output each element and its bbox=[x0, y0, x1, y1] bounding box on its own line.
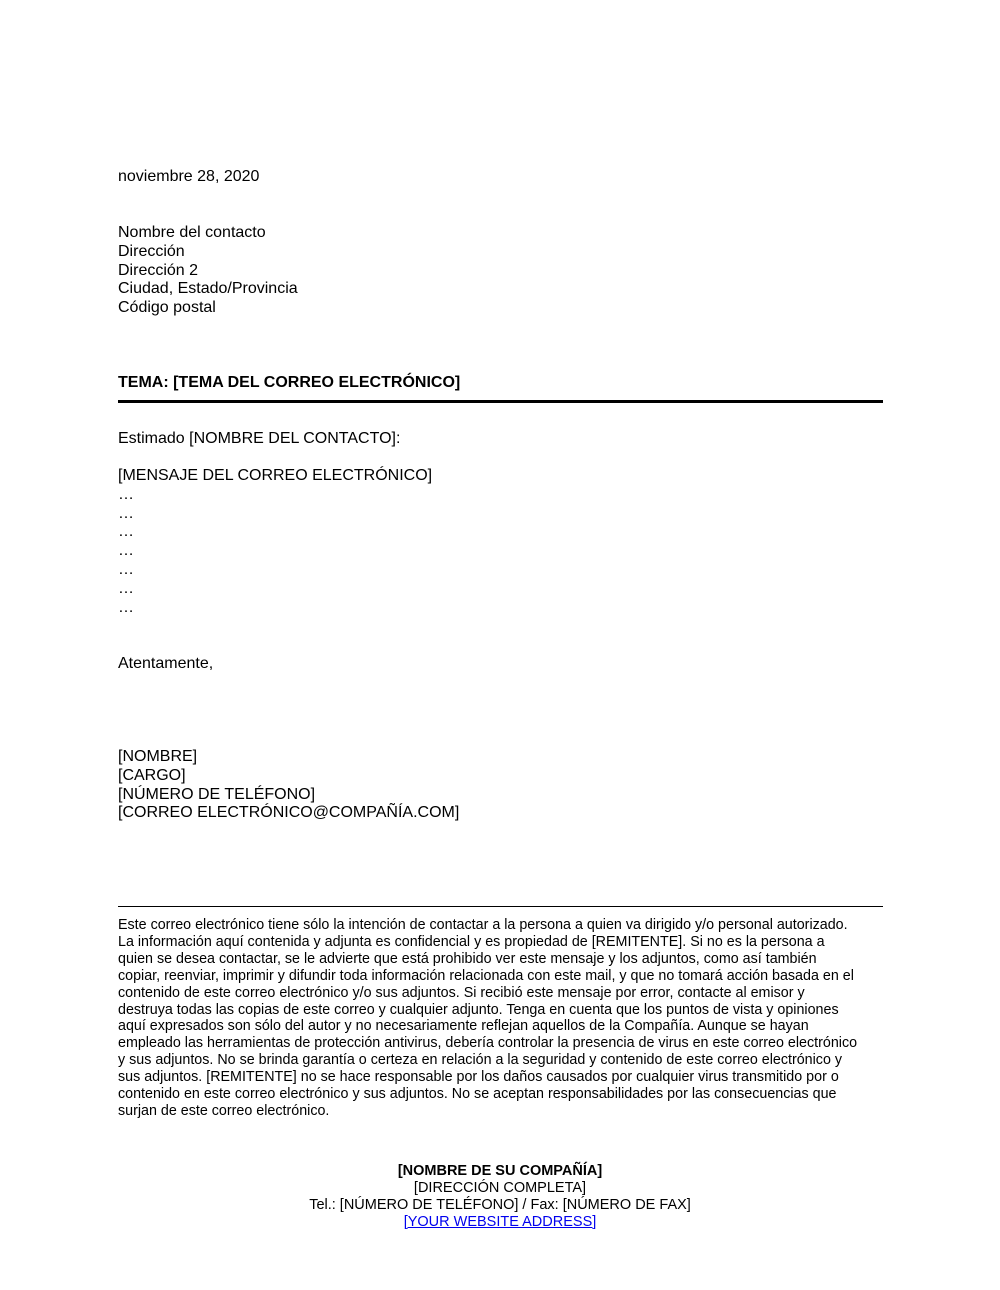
ellipsis-line: … bbox=[118, 579, 134, 597]
closing: Atentamente, bbox=[118, 655, 214, 672]
ellipsis-line: … bbox=[118, 523, 134, 541]
recipient-address-line: Dirección bbox=[118, 242, 185, 260]
disclaimer-line: y sus adjuntos. No se brinda garantía o certeza en relación a la seguridad y contenido de este correo electrónico y bbox=[118, 1052, 843, 1069]
message-text: [MENSAJE DEL CORREO ELECTRÓNICO] bbox=[118, 467, 433, 484]
message-body bbox=[118, 467, 432, 617]
signature-block bbox=[118, 748, 459, 823]
disclaimer bbox=[118, 917, 857, 1120]
signature-name: [NOMBRE] bbox=[118, 748, 198, 765]
date: noviembre 28, 2020 bbox=[118, 168, 260, 185]
disclaimer-divider bbox=[118, 906, 883, 907]
disclaimer-line: empleado las herramientas de protección antivirus, debería controlar la presencia de virus en este correo electrónico bbox=[118, 1035, 858, 1052]
ellipsis-line: … bbox=[118, 542, 134, 560]
recipient-address bbox=[118, 224, 298, 318]
recipient-name: Nombre del contacto bbox=[118, 224, 266, 241]
signature-phone: [NÚMERO DE TELÉFONO] bbox=[118, 785, 316, 803]
disclaimer-line: destruya todas las copias de este correo y cualquier adjunto. Tenga en cuenta que los puntos de vista y opiniones bbox=[118, 1001, 839, 1018]
signature-email: [CORREO ELECTRÓNICO@COMPAÑÍA.COM] bbox=[118, 804, 460, 822]
subject-line: TEMA: [TEMA DEL CORREO ELECTRÓNICO] bbox=[118, 374, 461, 391]
disclaimer-line: Este correo electrónico tiene sólo la intención de contactar a la persona a quien va dirigido y/o personal autorizado. bbox=[118, 917, 848, 933]
recipient-address-line: Dirección 2 bbox=[118, 261, 199, 279]
company-phone-fax: Tel.: [NÚMERO DE TELÉFONO] / Fax: [NÚMERO DE FAX] bbox=[309, 1197, 691, 1213]
company-address: [DIRECCIÓN COMPLETA] bbox=[413, 1180, 587, 1196]
company-name: [NOMBRE DE SU COMPAÑÍA] bbox=[397, 1163, 603, 1179]
disclaimer-line: contenido en este correo electrónico y sus adjuntos. No se aceptan responsabilidades por las consecuencias que bbox=[118, 1086, 837, 1103]
ellipsis-line: … bbox=[118, 598, 134, 616]
ellipsis-line: … bbox=[118, 560, 134, 578]
disclaimer-line: contenido de este correo electrónico y/o sus adjuntos. Si recibió este mensaje por error, contacte al emisor y bbox=[118, 984, 805, 1001]
ellipsis-line: … bbox=[118, 485, 134, 503]
signature-title: [CARGO] bbox=[118, 766, 186, 784]
disclaimer-line: aquí expresados son sólo del autor y no necesariamente reflejan aquellos de la Compañía. Aunque se hayan bbox=[118, 1018, 809, 1035]
recipient-postal-code: Código postal bbox=[118, 299, 216, 317]
ellipsis-line: … bbox=[118, 504, 134, 522]
disclaimer-line: copiar, reenviar, imprimir y difundir toda información relacionada con este mail, y que no tomará acción basada en el bbox=[118, 967, 854, 984]
disclaimer-line: quien se desea contactar, se le advierte que está prohibido ver este mensaje y los adjuntos, como así también bbox=[118, 950, 817, 967]
company-footer bbox=[0, 1163, 1000, 1231]
subject-divider bbox=[118, 400, 883, 403]
greeting: Estimado [NOMBRE DEL CONTACTO]: bbox=[118, 430, 401, 447]
disclaimer-line: surjan de este correo electrónico. bbox=[118, 1102, 330, 1119]
recipient-city: Ciudad, Estado/Provincia bbox=[118, 280, 298, 298]
disclaimer-line: sus adjuntos. [REMITENTE] no se hace responsable por los daños causados por cualquier virus transmitido por o bbox=[118, 1069, 839, 1086]
company-website-link[interactable]: [YOUR WEBSITE ADDRESS] bbox=[403, 1214, 597, 1230]
disclaimer-line: La información aquí contenida y adjunta es confidencial y es propiedad de [REMITENTE]. Si no es la persona a bbox=[118, 933, 825, 950]
